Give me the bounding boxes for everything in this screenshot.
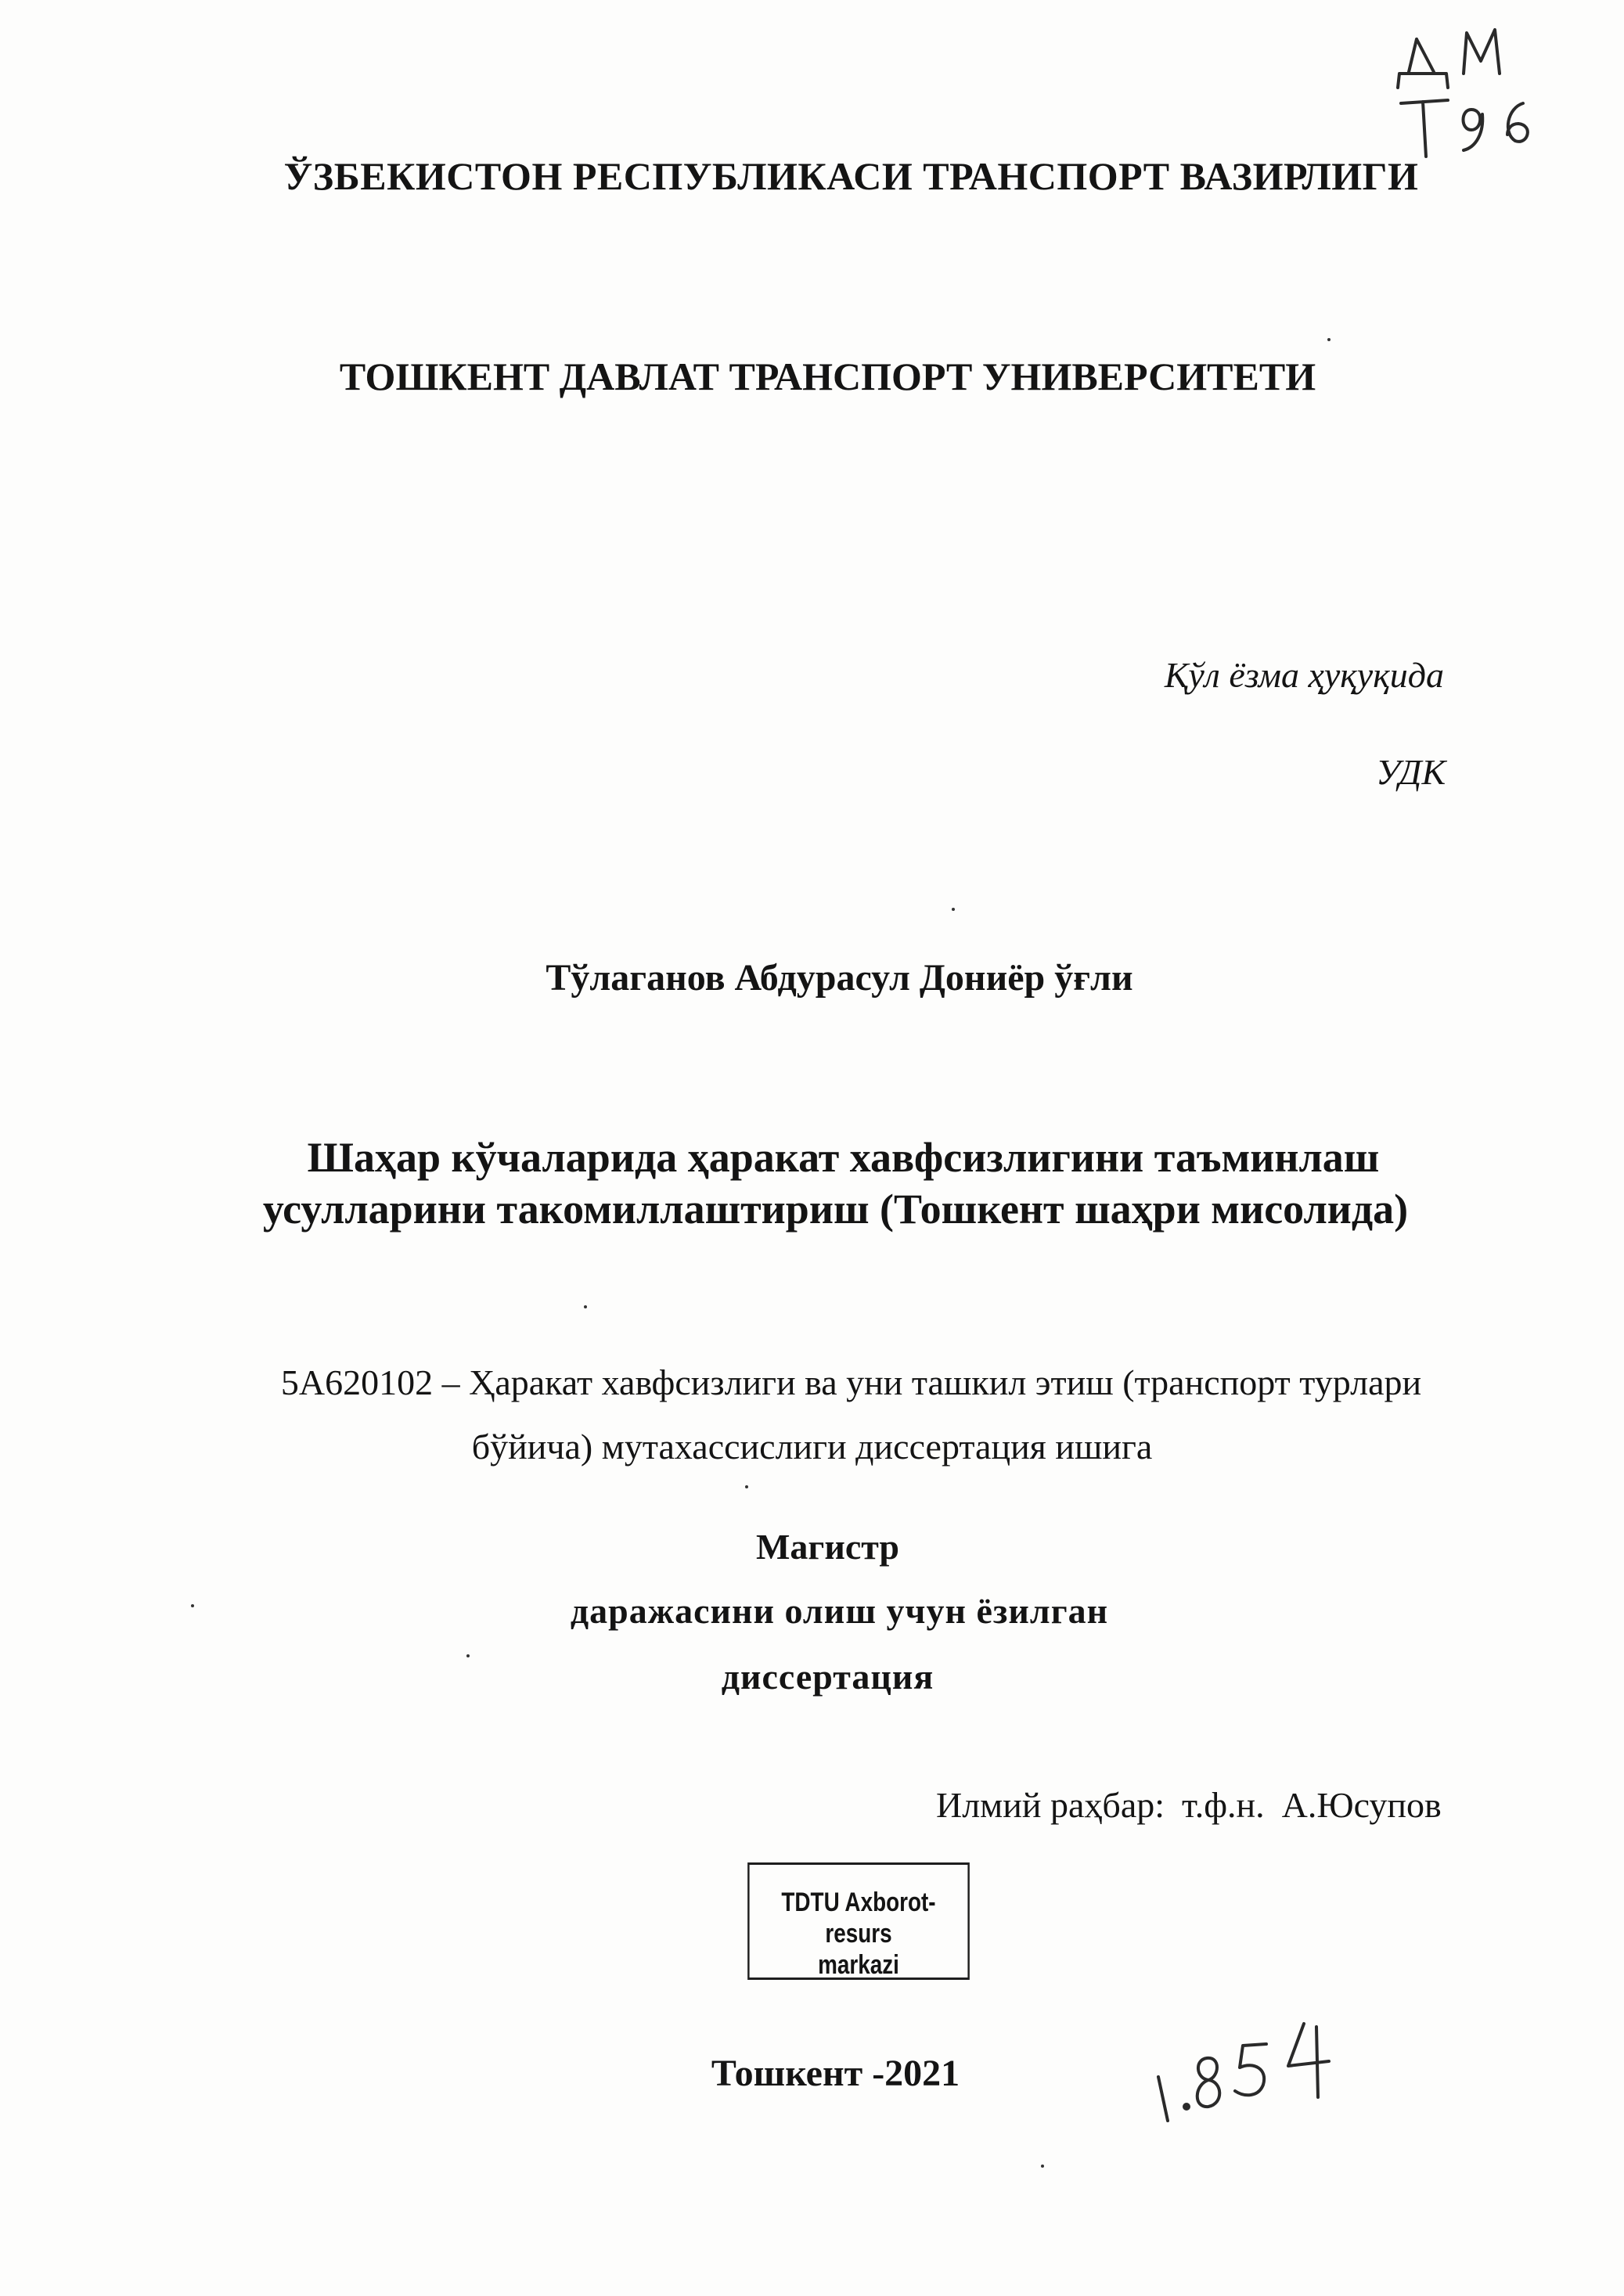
scan-speck: [584, 1305, 587, 1308]
author-name: Тўлаганов Абдурасул Дониёр ўғли: [546, 957, 1133, 999]
advisor-name: А.Юсупов: [1281, 1785, 1442, 1825]
advisor-title: т.ф.н.: [1182, 1785, 1265, 1825]
scan-speck: [952, 908, 955, 911]
specialty-line-2: бўйича) мутахассислиги диссертация ишига: [471, 1427, 1153, 1466]
handwritten-inventory-number: [1150, 2003, 1346, 2136]
degree-line-2: даражасини олиш учун ёзилган: [570, 1591, 1109, 1631]
manuscript-rights-note: Қўл ёзма ҳуқуқида: [1164, 655, 1444, 695]
scan-speck: [1327, 338, 1331, 341]
scan-speck: [191, 1604, 194, 1607]
thesis-title-line-1: Шаҳар кўчаларида ҳаракат хавфсизлигини таъминлаш: [307, 1134, 1380, 1181]
city-year: Тошкент -2021: [711, 2053, 960, 2094]
advisor-label: Илмий раҳбар:: [936, 1785, 1165, 1825]
degree-line-1: Магистр: [756, 1527, 899, 1567]
degree-line-3: диссертация: [721, 1657, 934, 1697]
thesis-title-line-2: усулларини такомиллаштириш (Тошкент шаҳри мисолида): [262, 1186, 1409, 1233]
stamp-line-2: markazi: [818, 1950, 899, 1980]
scan-speck: [745, 1485, 748, 1488]
university-heading: ТОШКЕНТ ДАВЛАТ ТРАНСПОРТ УНИВЕРСИТЕТИ: [339, 354, 1316, 398]
ministry-heading: ЎЗБЕКИСТОН РЕСПУБЛИКАСИ ТРАНСПОРТ ВАЗИРЛИГИ: [283, 154, 1419, 198]
scientific-advisor: [936, 1784, 1442, 1826]
library-stamp: [747, 1862, 970, 1980]
scan-speck: [1041, 2165, 1044, 2168]
handwritten-top-right-mark: [1385, 16, 1542, 164]
udk-label: УДК: [1376, 752, 1446, 792]
scan-speck: [466, 1654, 470, 1657]
specialty-line-1: 5А620102 – Ҳаракат хавфсизлиги ва уни ташкил этиш (транспорт турлари: [280, 1362, 1422, 1402]
stamp-line-1: TDTU Axborot-resurs: [781, 1888, 936, 1949]
